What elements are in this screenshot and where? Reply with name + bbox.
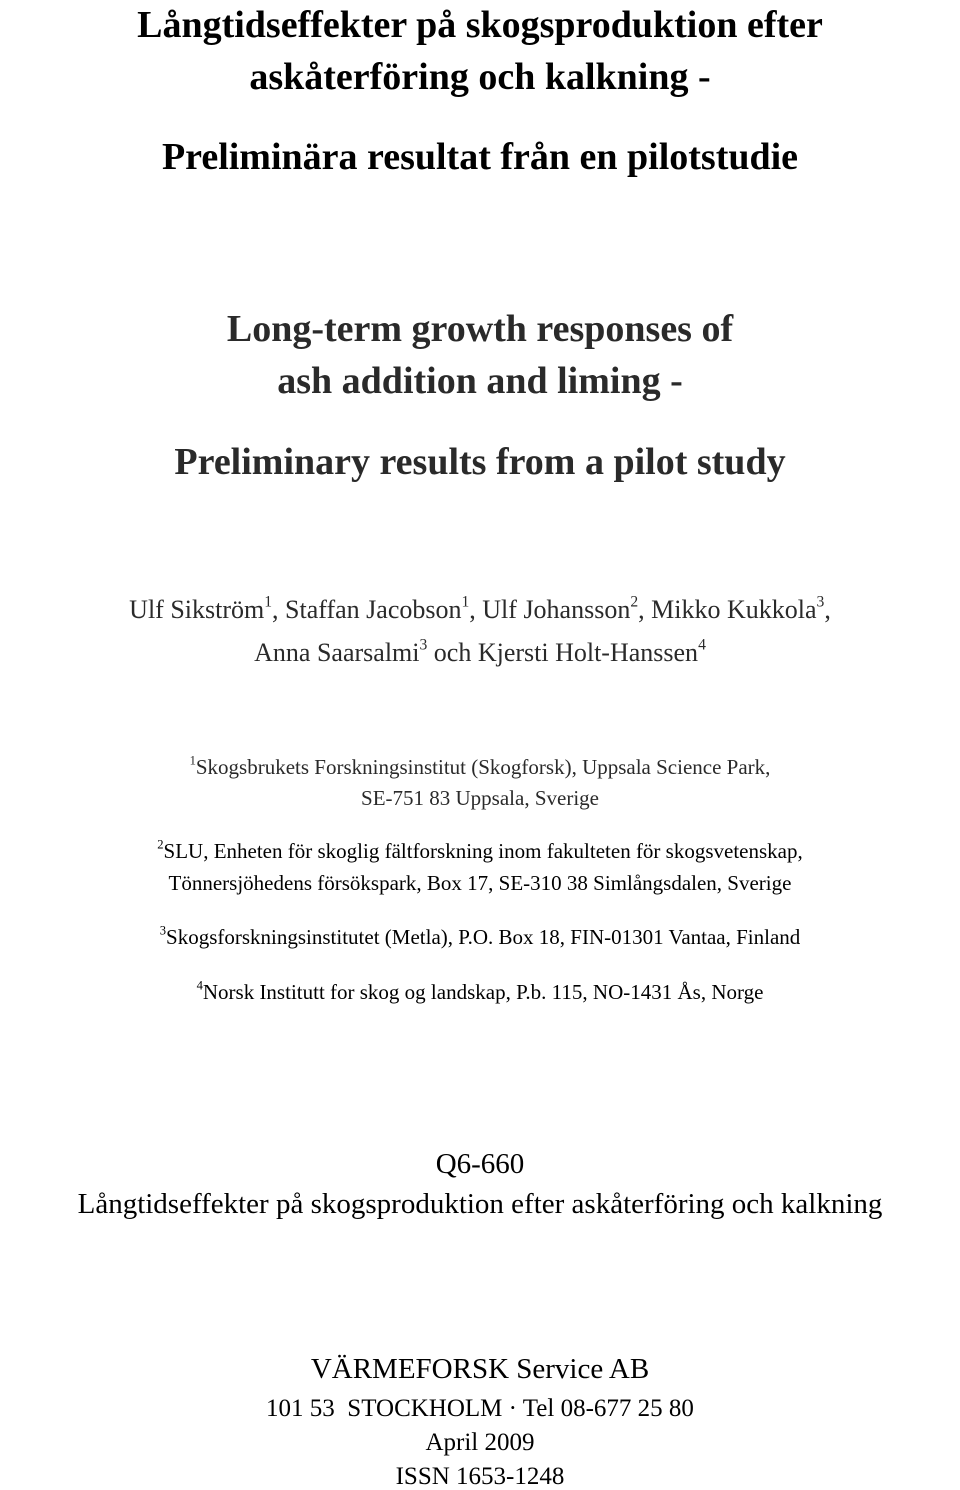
author-name: Ulf Sikström bbox=[129, 595, 265, 624]
affiliation-2-line-2: Tönnersjöhedens försökspark, Box 17, SE-310 38 Simlångsdalen, Sverige bbox=[168, 871, 792, 895]
author-affiliation-mark: 3 bbox=[419, 636, 428, 654]
affiliation-4 bbox=[0, 978, 960, 1004]
affiliation-text: Skogsbrukets Forskningsinstitut (Skogforsk), Uppsala Science Park, bbox=[195, 755, 771, 779]
affiliation-number: 4 bbox=[196, 978, 203, 993]
affiliation-text: SLU, Enheten för skoglig fältforskning inom fakulteten för skogsvetenskap, bbox=[163, 839, 803, 863]
affiliation-1-line-2: SE-751 83 Uppsala, Sverige bbox=[361, 786, 599, 810]
report-title: Långtidseffekter på skogsproduktion efter askåterföring och kalkning bbox=[77, 1188, 883, 1220]
affiliation-2-line-1 bbox=[0, 837, 960, 863]
english-title-line-1: Long-term growth responses of bbox=[226, 308, 734, 350]
affiliation-number: 2 bbox=[157, 837, 164, 852]
affiliation-text: Norsk Institutt for skog og landskap, P.b. 115, NO-1431 Ås, Norge bbox=[202, 980, 764, 1004]
english-title-line-2: ash addition and liming - bbox=[277, 360, 683, 402]
publication-date: April 2009 bbox=[425, 1429, 535, 1456]
author-affiliation-mark: 1 bbox=[264, 593, 273, 611]
author-affiliation-mark: 4 bbox=[698, 636, 706, 654]
issn: ISSN 1653-1248 bbox=[395, 1463, 565, 1490]
publisher-name: VÄRMEFORSK Service AB bbox=[310, 1353, 650, 1385]
publisher-address: 101 53 STOCKHOLM · Tel 08-677 25 80 bbox=[266, 1395, 694, 1422]
english-title-line-3: Preliminary results from a pilot study bbox=[174, 441, 786, 483]
affiliation-3 bbox=[0, 923, 960, 949]
authors-line-2 bbox=[0, 636, 960, 667]
author-affiliation-mark: 2 bbox=[630, 593, 639, 611]
author-name: Anna Saarsalmi bbox=[254, 638, 420, 667]
swedish-title-line-1: Långtidseffekter på skogsproduktion efter bbox=[137, 4, 823, 46]
author-name: och Kjersti Holt-Hanssen bbox=[433, 638, 699, 667]
affiliation-1-line-1 bbox=[0, 753, 960, 779]
author-affiliation-mark: 1 bbox=[461, 593, 470, 611]
author-name: Mikko Kukkola bbox=[651, 595, 817, 624]
affiliation-number: 3 bbox=[159, 923, 167, 938]
swedish-title-line-2: askåterföring och kalkning - bbox=[249, 56, 711, 98]
swedish-title-line-3: Preliminära resultat från en pilotstudie bbox=[161, 136, 799, 178]
affiliation-number: 1 bbox=[189, 753, 196, 768]
report-number: Q6-660 bbox=[435, 1148, 525, 1180]
authors-line-1: Ulf Sikström$^1$, Staffan Jacobson$^1$, Ulf Johansson$^2$, Mikko Kukkola$^3$, bbox=[129, 593, 831, 624]
affiliation-text: Skogsforskningsinstitutet (Metla), P.O. Box 18, FIN-01301 Vantaa, Finland bbox=[166, 925, 801, 949]
author-name: Ulf Johansson bbox=[482, 595, 631, 624]
author-affiliation-mark: 3 bbox=[816, 593, 825, 611]
author-name: Staffan Jacobson bbox=[285, 595, 462, 624]
